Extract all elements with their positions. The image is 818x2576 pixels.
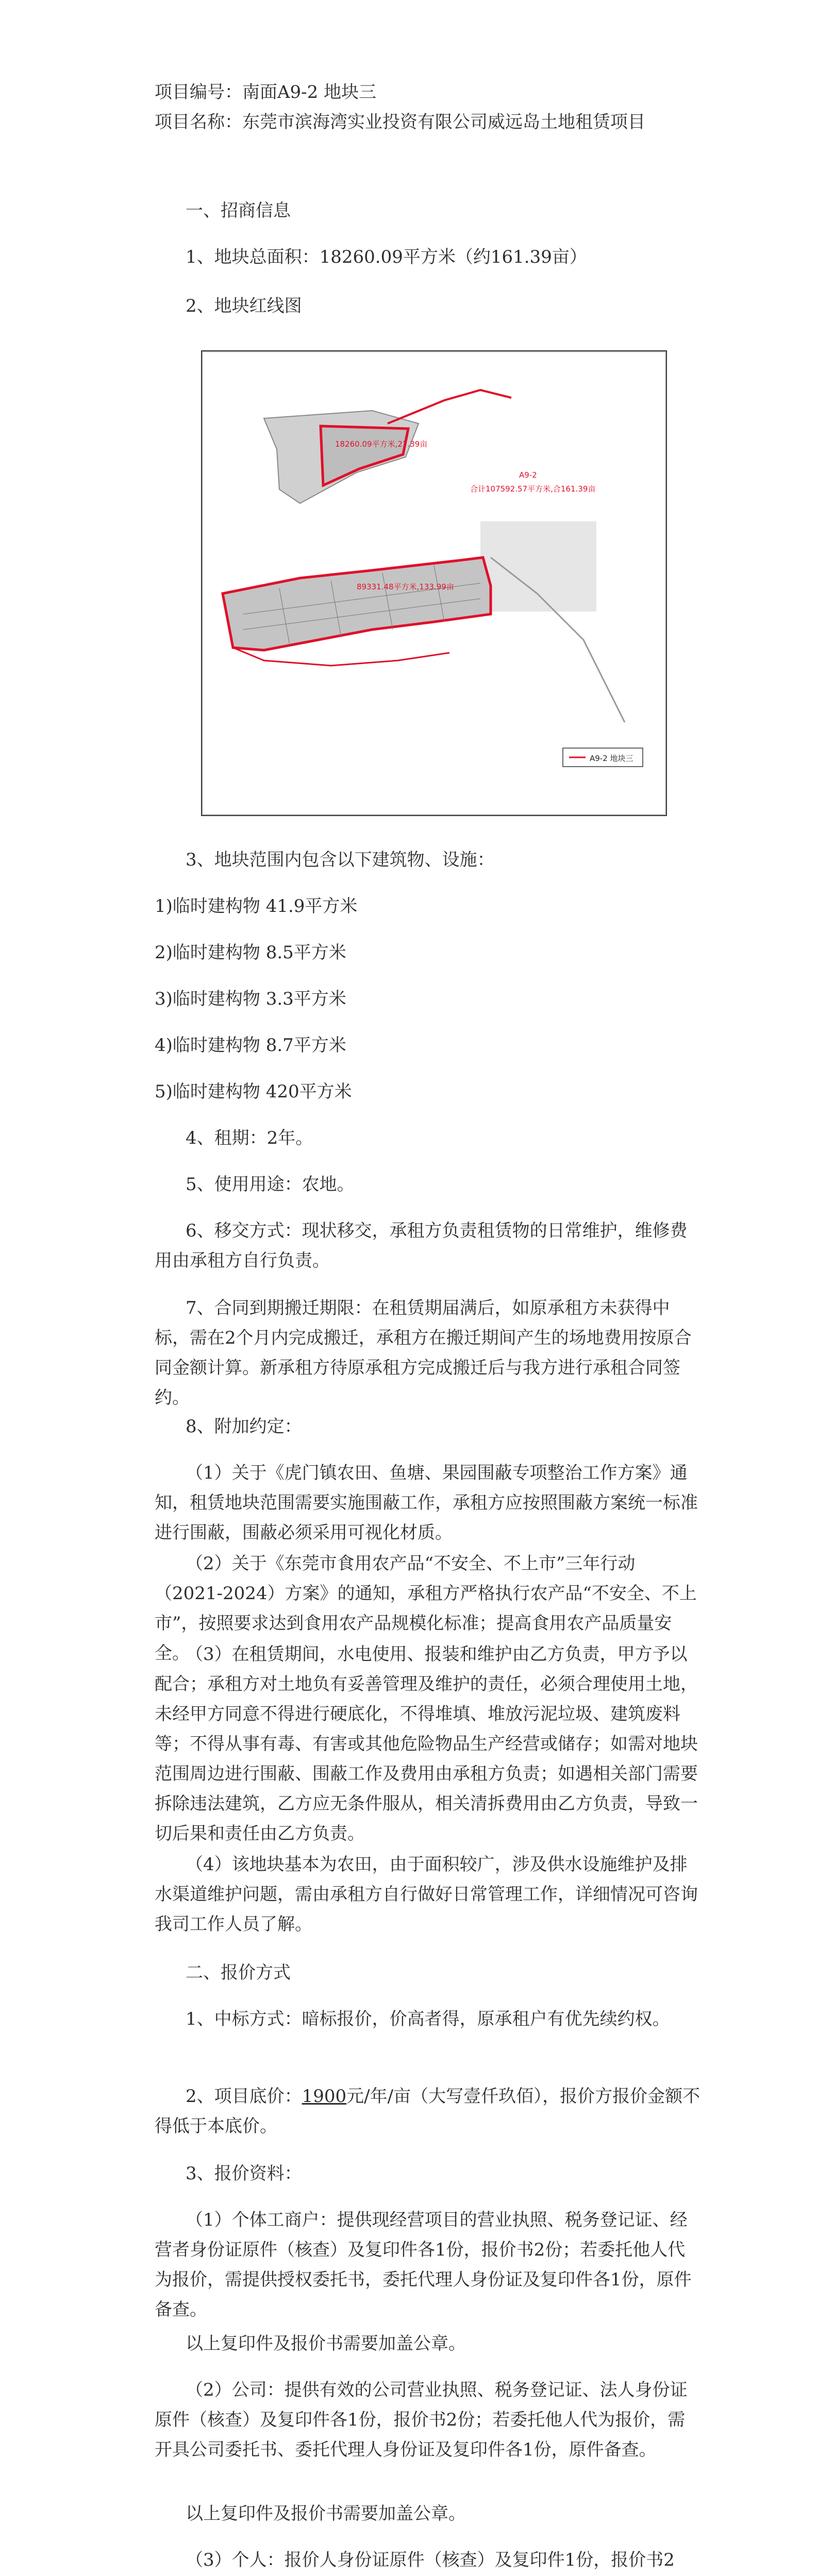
- handover-method: 6、移交方式：现状移交，承租方负责租赁物的日常维护，维修费用由承租方自行负责。: [155, 1221, 688, 1271]
- bid-docs-company: （2）公司：提供有效的公司营业执照、税务登记证、法人身份证原件（核查）及复印件各1份，报价书2份；若委托他人代为报价，需开具公司委托书、委托代理人身份证及复印件各1份，原件备查。: [155, 2380, 688, 2460]
- term-note-3: （3）在租赁期间，水电使用、报装和维护由乙方负责，甲方予以配合；承租方对土地负有妥善管理及维护的责任，必须合理使用土地，未经甲方同意不得进行硬底化，不得堆填、堆放污泥垃圾、建筑废料等；不得从事有毒、有害或其他危险物品生产经营或储存；如需对地块范围周边进行围蔽、围蔽工作及费用由承租方负责；如遇相关部门需要拆除违法建筑，乙方应无条件服从，相关清拆费用由乙方负责，导致一切后果和责任由乙方负责。: [155, 1644, 698, 1844]
- additional-terms-title: 8、附加约定：: [186, 1416, 302, 1437]
- building-item-2: 2)临时建构物 8.5平方米: [155, 942, 346, 963]
- plot-redline-map: [201, 350, 667, 816]
- relocation-period: 7、合同到期搬迁期限：在租赁期届满后，如原承租方未获得中标，需在2个月内完成搬迁，承租方在搬迁期间产生的场地费用按原合同金额计算。新承租方待原承租方完成搬迁后与我方进行承租合同签约。: [155, 1298, 692, 1408]
- buildings-title: 3、地块范围内包含以下建筑物、设施：: [186, 850, 495, 870]
- upper-plot-label: 18260.09平方米,27.39亩: [335, 439, 428, 449]
- bid-method: 1、中标方式：暗标报价，价高者得，原承租户有优先续约权。: [186, 2009, 670, 2029]
- term-note-4: （4）该地块基本为农田，由于面积较广，涉及供水设施维护及排水渠道维护问题，需由承租方自行做好日常管理工作，详细情况可咨询我司工作人员了解。: [155, 1854, 698, 1935]
- floor-price-prefix: 2、项目底价：: [186, 2086, 302, 2107]
- floor-price: [155, 2081, 701, 2141]
- bid-docs-company-note: 以上复印件及报价书需要加盖公章。: [186, 2503, 466, 2524]
- map-total-area-label: 合计107592.57平方米,合161.39亩: [470, 484, 596, 494]
- bid-docs-individual-note: 以上复印件及报价书需要加盖公章。: [186, 2333, 466, 2354]
- usage: 5、使用用途：农地。: [186, 1174, 355, 1195]
- term-note-1: （1）关于《虎门镇农田、鱼塘、果园围蔽专项整治工作方案》通知，租赁地块范围需要实施围蔽工作，承租方应按照围蔽方案统一标准进行围蔽，围蔽必须采用可视化材质。: [155, 1463, 698, 1543]
- floor-price-suffix: 元/年/亩（大写壹仟玖佰），报价方报价金额不得低于本底价。: [155, 2086, 700, 2137]
- lease-term: 4、租期：2年。: [186, 1128, 313, 1148]
- bid-docs-person: （3）个人：报价人身份证原件（核查）及复印件1份，报价书2: [186, 2550, 675, 2570]
- bid-docs-individual: （1）个体工商户：提供现经营项目的营业执照、税务登记证、经营者身份证原件（核查）及复印件各1份，报价书2份；若委托他人代为报价，需提供授权委托书，委托代理人身份证及复印件各1份，原件备查。: [155, 2210, 692, 2320]
- project-number: 项目编号：南面A9-2 地块三: [155, 82, 377, 103]
- project-name: 项目名称：东莞市滨海湾实业投资有限公司威远岛土地租赁项目: [155, 112, 645, 132]
- building-item-5: 5)临时建构物 420平方米: [155, 1081, 352, 1102]
- bid-documents-title: 3、报价资料：: [186, 2163, 302, 2184]
- plot-area: 1、地块总面积：18260.09平方米（约161.39亩）: [186, 247, 587, 267]
- term-note-2: （2）关于《东莞市食用农产品“不安全、不上市”三年行动（2021-2024）方案》的通知，承租方严格执行农产品“不安全、不上市”，按照要求达到食用农产品规模化标准；提高食用农产品质量安全。: [155, 1553, 697, 1664]
- section-investment-title: 一、招商信息: [186, 200, 291, 221]
- floor-price-value: 1900: [302, 2086, 347, 2107]
- building-item-1: 1)临时建构物 41.9平方米: [155, 896, 358, 917]
- map-legend-label: A9-2 地块三: [590, 754, 633, 763]
- redline-map-graphic: [202, 351, 666, 815]
- lower-plot-label: 89331.48平方米,133.99亩: [357, 582, 454, 591]
- redline-map-title: 2、地块红线图: [186, 296, 302, 316]
- section-bidding-title: 二、报价方式: [186, 1962, 291, 1983]
- building-item-4: 4)临时建构物 8.7平方米: [155, 1035, 346, 1056]
- mid-white-area: [480, 521, 596, 612]
- map-plot-code: A9-2: [519, 470, 537, 480]
- building-item-3: 3)临时建构物 3.3平方米: [155, 989, 346, 1009]
